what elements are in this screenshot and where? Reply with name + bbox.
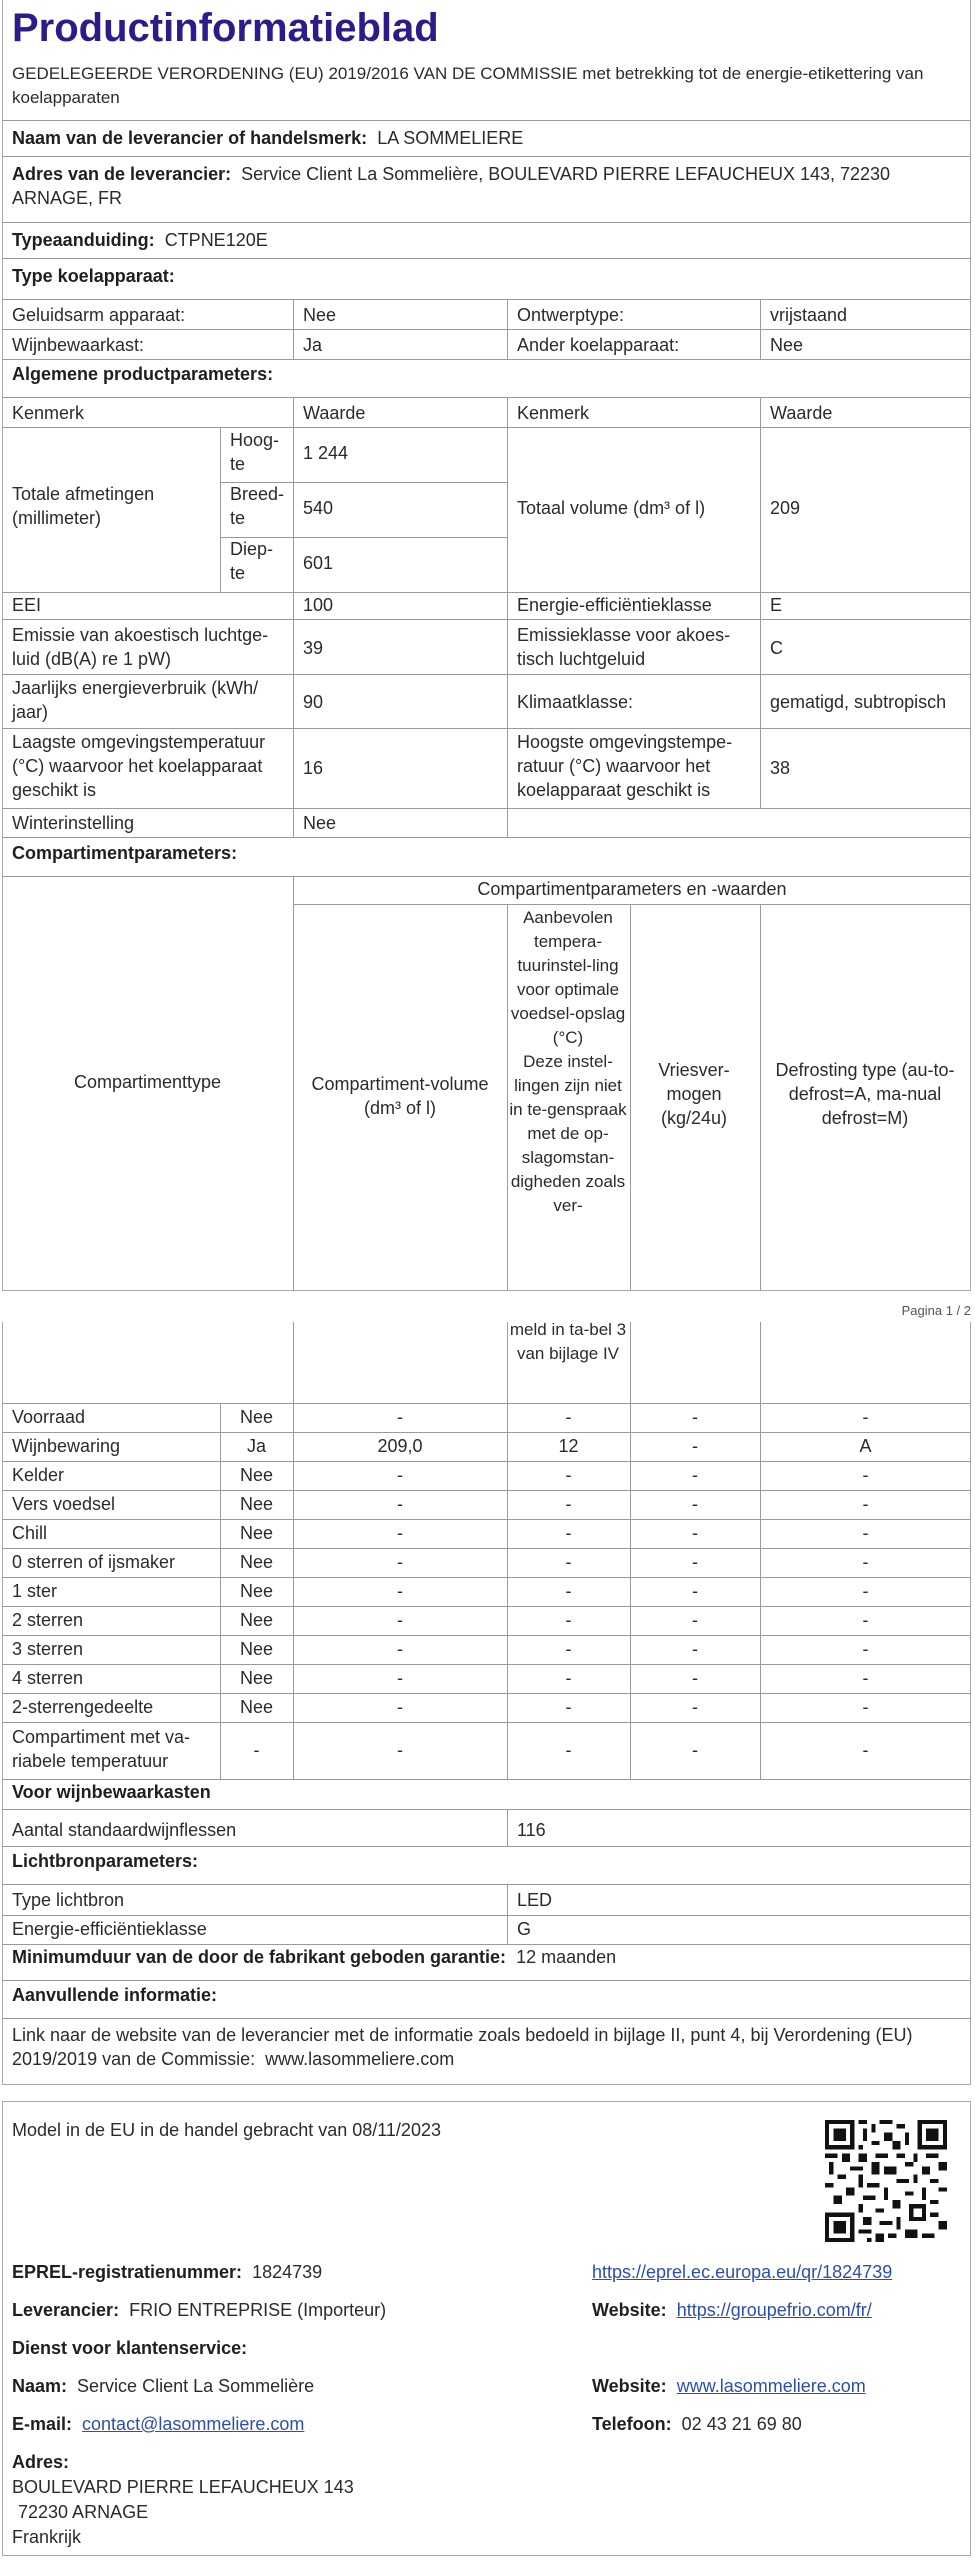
noise-class-label: Emissieklasse voor akoes-tisch luchtgeluid [517,625,731,669]
light-type-label: Type lichtbron [12,1890,125,1910]
compartment-cell-defrost: - [862,1668,869,1688]
climate-class-label: Klimaatklasse: [517,692,634,712]
compartment-cell-volume: - [397,1697,403,1717]
compartment-cell-freeze: - [692,1552,698,1572]
compartment-cell-present: Nee [239,1610,274,1630]
compartment-cell-name: Voorraad [12,1407,86,1427]
compartment-cell-defrost: - [862,1740,869,1760]
compartment-cell-defrost: - [862,1581,869,1601]
additional-info-text: Link naar de website van de leverancier met de informatie zoals bedoeld in bijlage II, punt 4, bij Verordening (EU) 2019/2019 van de Commissie: [12,2025,913,2069]
phone-row [592,2412,802,2436]
footer-supplier-row [12,2298,386,2322]
footer-address-label: Adres: [12,2452,70,2472]
wine-section-heading: Voor wijnbewaarkasten [12,1782,211,1802]
general-head-key1: Kenmerk [12,403,85,423]
email-label: E-mail: [12,2414,73,2434]
table-row-divider [2,1519,971,1520]
compartment-cell-volume: - [397,1407,403,1427]
compartment-cell-volume: - [397,1523,403,1543]
type-row-2-val2: Nee [770,335,804,355]
page-number: Pagina 1 / 2 [901,1303,971,1318]
compartment-cell-volume: - [397,1465,403,1485]
compartment-cell-present: Nee [239,1465,274,1485]
additional-info-url[interactable]: www.lasommeliere.com [265,2049,455,2069]
compartment-cell-name: 2 sterren [12,1610,84,1630]
compartment-cell-volume: - [397,1639,403,1659]
footer-address-line1: BOULEVARD PIERRE LEFAUCHEUX 143 [12,2477,354,2497]
energy-class-label: Energie-efficiëntieklasse [517,595,712,615]
compartment-cell-present: Nee [239,1494,274,1514]
eprel-label: EPREL-registratienummer: [12,2262,243,2282]
compartment-cell-volume: - [397,1668,403,1688]
compartment-cell-present: Nee [239,1552,274,1572]
table-row-divider [2,1635,971,1636]
footer-address-line2: 72230 ARNAGE [18,2502,149,2522]
table-row-divider [2,1490,971,1491]
footer-website-link[interactable]: https://groupefrio.com/fr/ [676,2300,872,2320]
eei-value: 100 [303,595,334,615]
compartment-cell-defrost: - [862,1610,869,1630]
compartment-cell-name: Kelder [12,1465,65,1485]
compartment-cell-temp: - [565,1740,572,1760]
compartment-cell-freeze: - [692,1436,698,1456]
compartment-cell-defrost: - [862,1639,869,1659]
compartment-cell-freeze: - [692,1740,698,1760]
supplier-label: Naam van de leverancier of handelsmerk: [12,128,368,148]
additional-section-heading: Aanvullende informatie: [12,1985,218,2005]
table-row-divider [2,1548,971,1549]
compartment-cell-temp: - [565,1581,572,1601]
type-row-2-key1: Wijnbewaarkast: [12,335,145,355]
eprel-row [12,2260,322,2284]
compartment-cell-defrost: A [859,1436,872,1456]
regulation-text: GEDELEGEERDE VERORDENING (EU) 2019/2016 VAN DE COMMISSIE met betrekking tot de energie-etikettering van koelapparaten [12,64,924,107]
compartment-cell-volume: - [397,1610,403,1630]
email-link[interactable]: contact@lasommeliere.com [82,2414,305,2434]
noise-label: Emissie van akoestisch luchtge-luid (dB(A) re 1 pW) [12,625,269,669]
dimensions-label: Totale afmetingen (millimeter) [12,484,155,528]
winter-setting-value: Nee [303,813,337,833]
table-row-divider [2,1664,971,1665]
compartment-cell-temp: - [565,1552,572,1572]
compartment-cell-name: 3 sterren [12,1639,84,1659]
model-value: CTPNE120E [164,230,268,250]
service-website-label: Website: [592,2376,667,2396]
compartment-cell-freeze: - [692,1610,698,1630]
general-section-heading: Algemene productparameters: [12,364,274,384]
max-temp-value: 38 [770,758,791,778]
footer-website-row [592,2298,872,2322]
compartment-cell-present: Nee [239,1407,274,1427]
type-row-1-key2: Ontwerptype: [517,305,625,325]
phone-value: 02 43 21 69 80 [681,2414,802,2434]
compartment-cell-volume: 209,0 [377,1436,423,1456]
noise-class-value: C [770,638,783,658]
max-temp-label: Hoogste omgevingstempe-ratuur (°C) waarvoor het koelapparaat geschikt is [517,732,733,800]
compartment-cell-freeze: - [692,1668,698,1688]
compartment-cell-present: Nee [239,1581,274,1601]
model-label: Typeaanduiding: [12,230,155,250]
page-title: Productinformatieblad [12,6,439,50]
min-temp-value: 16 [303,758,324,778]
climate-class-value: gematigd, subtropisch [770,692,947,712]
min-temp-label: Laagste omgevingstemperatuur (°C) waarvoor het koelapparaat geschikt is [12,732,266,800]
table-row-divider [2,1722,971,1723]
general-head-val2: Waarde [770,403,833,423]
guarantee-row [12,1945,616,1969]
recommended-temp-header-continued: meld in ta-bel 3 van bijlage IV [509,1320,627,1363]
compartment-cell-defrost: - [862,1697,869,1717]
freezing-capacity-header: Vriesver-mogen (kg/24u) [658,1060,730,1128]
email-row [12,2412,304,2436]
type-row-2-val1: Ja [303,335,323,355]
winter-setting-label: Winterinstelling [12,813,135,833]
eprel-link[interactable]: https://eprel.ec.europa.eu/qr/1824739 [592,2262,893,2282]
compartment-cell-temp: - [565,1465,572,1485]
compartment-cell-present: Ja [246,1436,266,1456]
compartment-cell-temp: - [565,1494,572,1514]
defrost-type-header: Defrosting type (au-to-defrost=A, ma-nual defrost=M) [775,1060,955,1128]
service-name-value: Service Client La Sommelière [77,2376,315,2396]
compartment-cell-defrost: - [862,1465,869,1485]
compartment-cell-freeze: - [692,1581,698,1601]
type-row-1-val1: Nee [303,305,337,325]
customer-service-heading: Dienst voor klantenservice: [12,2338,248,2358]
energy-class-value: E [770,595,783,615]
compartment-cell-freeze: - [692,1465,698,1485]
placed-on-market-text: Model in de EU in de handel gebracht van 08/11/2023 [12,2120,441,2140]
volume-label: Totaal volume (dm³ of l) [517,498,706,518]
table-row-divider [2,1577,971,1578]
annual-energy-value: 90 [303,692,324,712]
compartment-cell-temp: - [565,1639,572,1659]
compartment-cell-name: Compartiment met va-riabele temperatuur [12,1727,191,1771]
compartment-cell-defrost: - [862,1494,869,1514]
compartment-cell-freeze: - [692,1523,698,1543]
compartment-cell-present: Nee [239,1523,274,1543]
compartment-cell-freeze: - [692,1639,698,1659]
compartment-cell-name: Wijnbewaring [12,1436,121,1456]
table-row-divider [2,1432,971,1433]
annual-energy-label: Jaarlijks energieverbruik (kWh/ jaar) [12,678,259,722]
compartment-cell-present: Nee [239,1639,274,1659]
light-class-value: G [517,1919,532,1939]
service-name-label: Naam: [12,2376,68,2396]
address-value: Service Client La Sommelière, BOULEVARD PIERRE LEFAUCHEUX 143, 72230 ARNAGE, FR [12,164,891,208]
type-row-1-val2: vrijstaand [770,305,848,325]
compartment-group-header: Compartimentparameters en -waarden [477,879,787,899]
noise-value: 39 [303,638,324,658]
volume-value: 209 [770,498,801,518]
general-head-val1: Waarde [303,403,366,423]
qr-code-icon[interactable] [825,2120,947,2242]
phone-label: Telefoon: [592,2414,672,2434]
type-section-heading: Type koelapparaat: [12,266,175,286]
height-value: 1 244 [303,443,349,463]
compartment-cell-volume: - [397,1552,403,1572]
eei-label: EEI [12,595,42,615]
guarantee-label: Minimumduur van de door de fabrikant geboden garantie: [12,1947,507,1967]
compartment-cell-temp: - [565,1697,572,1717]
compartment-section-heading: Compartimentparameters: [12,843,238,863]
eprel-value: 1824739 [252,2262,323,2282]
compartment-cell-temp: - [565,1407,572,1427]
width-label: Breed-te [230,484,285,528]
depth-value: 601 [303,553,334,573]
compartment-cell-volume: - [397,1740,403,1760]
depth-label: Diep-te [230,539,274,583]
footer-supplier-value: FRIO ENTREPRISE (Importeur) [129,2300,387,2320]
compartment-cell-defrost: - [862,1407,869,1427]
table-row-divider [2,1461,971,1462]
height-label: Hoog-te [230,430,280,474]
compartment-cell-name: Vers voedsel [12,1494,116,1514]
service-website-link[interactable]: www.lasommeliere.com [676,2376,866,2396]
general-head-key2: Kenmerk [517,403,590,423]
compartment-cell-present: Nee [239,1668,274,1688]
address-label: Adres van de leverancier: [12,164,232,184]
recommended-temp-header-part1: Aanbevolen tempera-tuurinstel-ling voor optimale voedsel-opslag (°C) [510,908,626,1047]
wine-bottles-label: Aantal standaardwijnflessen [12,1820,237,1840]
compartment-cell-freeze: - [692,1494,698,1514]
type-row-2-key2: Ander koelapparaat: [517,335,680,355]
table-row-divider [2,1606,971,1607]
compartment-volume-header: Compartiment-volume (dm³ of l) [311,1074,489,1118]
compartment-cell-present: - [253,1740,260,1760]
compartment-type-header: Compartimenttype [73,1072,222,1092]
compartment-cell-freeze: - [692,1697,698,1717]
compartment-cell-temp: - [565,1610,572,1630]
footer-website-label: Website: [592,2300,667,2320]
compartment-cell-name: 2-sterrengedeelte [12,1697,154,1717]
compartment-cell-temp: - [565,1523,572,1543]
recommended-temp-header-part2: Deze instel-lingen zijn niet in te-genspraak met de op-slagomstan-digheden zoals ver- [509,1052,627,1215]
light-class-label: Energie-efficiëntieklasse [12,1919,207,1939]
service-name-row [12,2374,314,2398]
wine-bottles-value: 116 [517,1820,546,1840]
recommended-temp-header [508,906,628,1218]
compartment-cell-name: 1 ster [12,1581,58,1601]
compartment-cell-name: 0 sterren of ijsmaker [12,1552,176,1572]
compartment-cell-volume: - [397,1581,403,1601]
compartment-cell-defrost: - [862,1552,869,1572]
compartment-cell-temp: 12 [558,1436,579,1456]
service-website-row [592,2374,866,2398]
compartment-cell-name: Chill [12,1523,48,1543]
model-row [12,228,268,252]
compartment-cell-present: Nee [239,1697,274,1717]
supplier-value: LA SOMMELIERE [377,128,524,148]
footer-supplier-label: Leverancier: [12,2300,120,2320]
additional-info-row [12,2023,967,2071]
address-row [12,162,967,210]
table-row-divider [2,1693,971,1694]
compartment-cell-name: 4 sterren [12,1668,84,1688]
footer-address-line3: Frankrijk [12,2527,82,2547]
compartment-cell-defrost: - [862,1523,869,1543]
supplier-row [12,126,962,150]
light-type-value: LED [517,1890,553,1910]
light-section-heading: Lichtbronparameters: [12,1851,199,1871]
compartment-cell-temp: - [565,1668,572,1688]
compartment-cell-volume: - [397,1494,403,1514]
width-value: 540 [303,498,334,518]
type-row-1-key1: Geluidsarm apparaat: [12,305,186,325]
guarantee-value: 12 maanden [516,1947,617,1967]
compartment-cell-freeze: - [692,1407,698,1427]
